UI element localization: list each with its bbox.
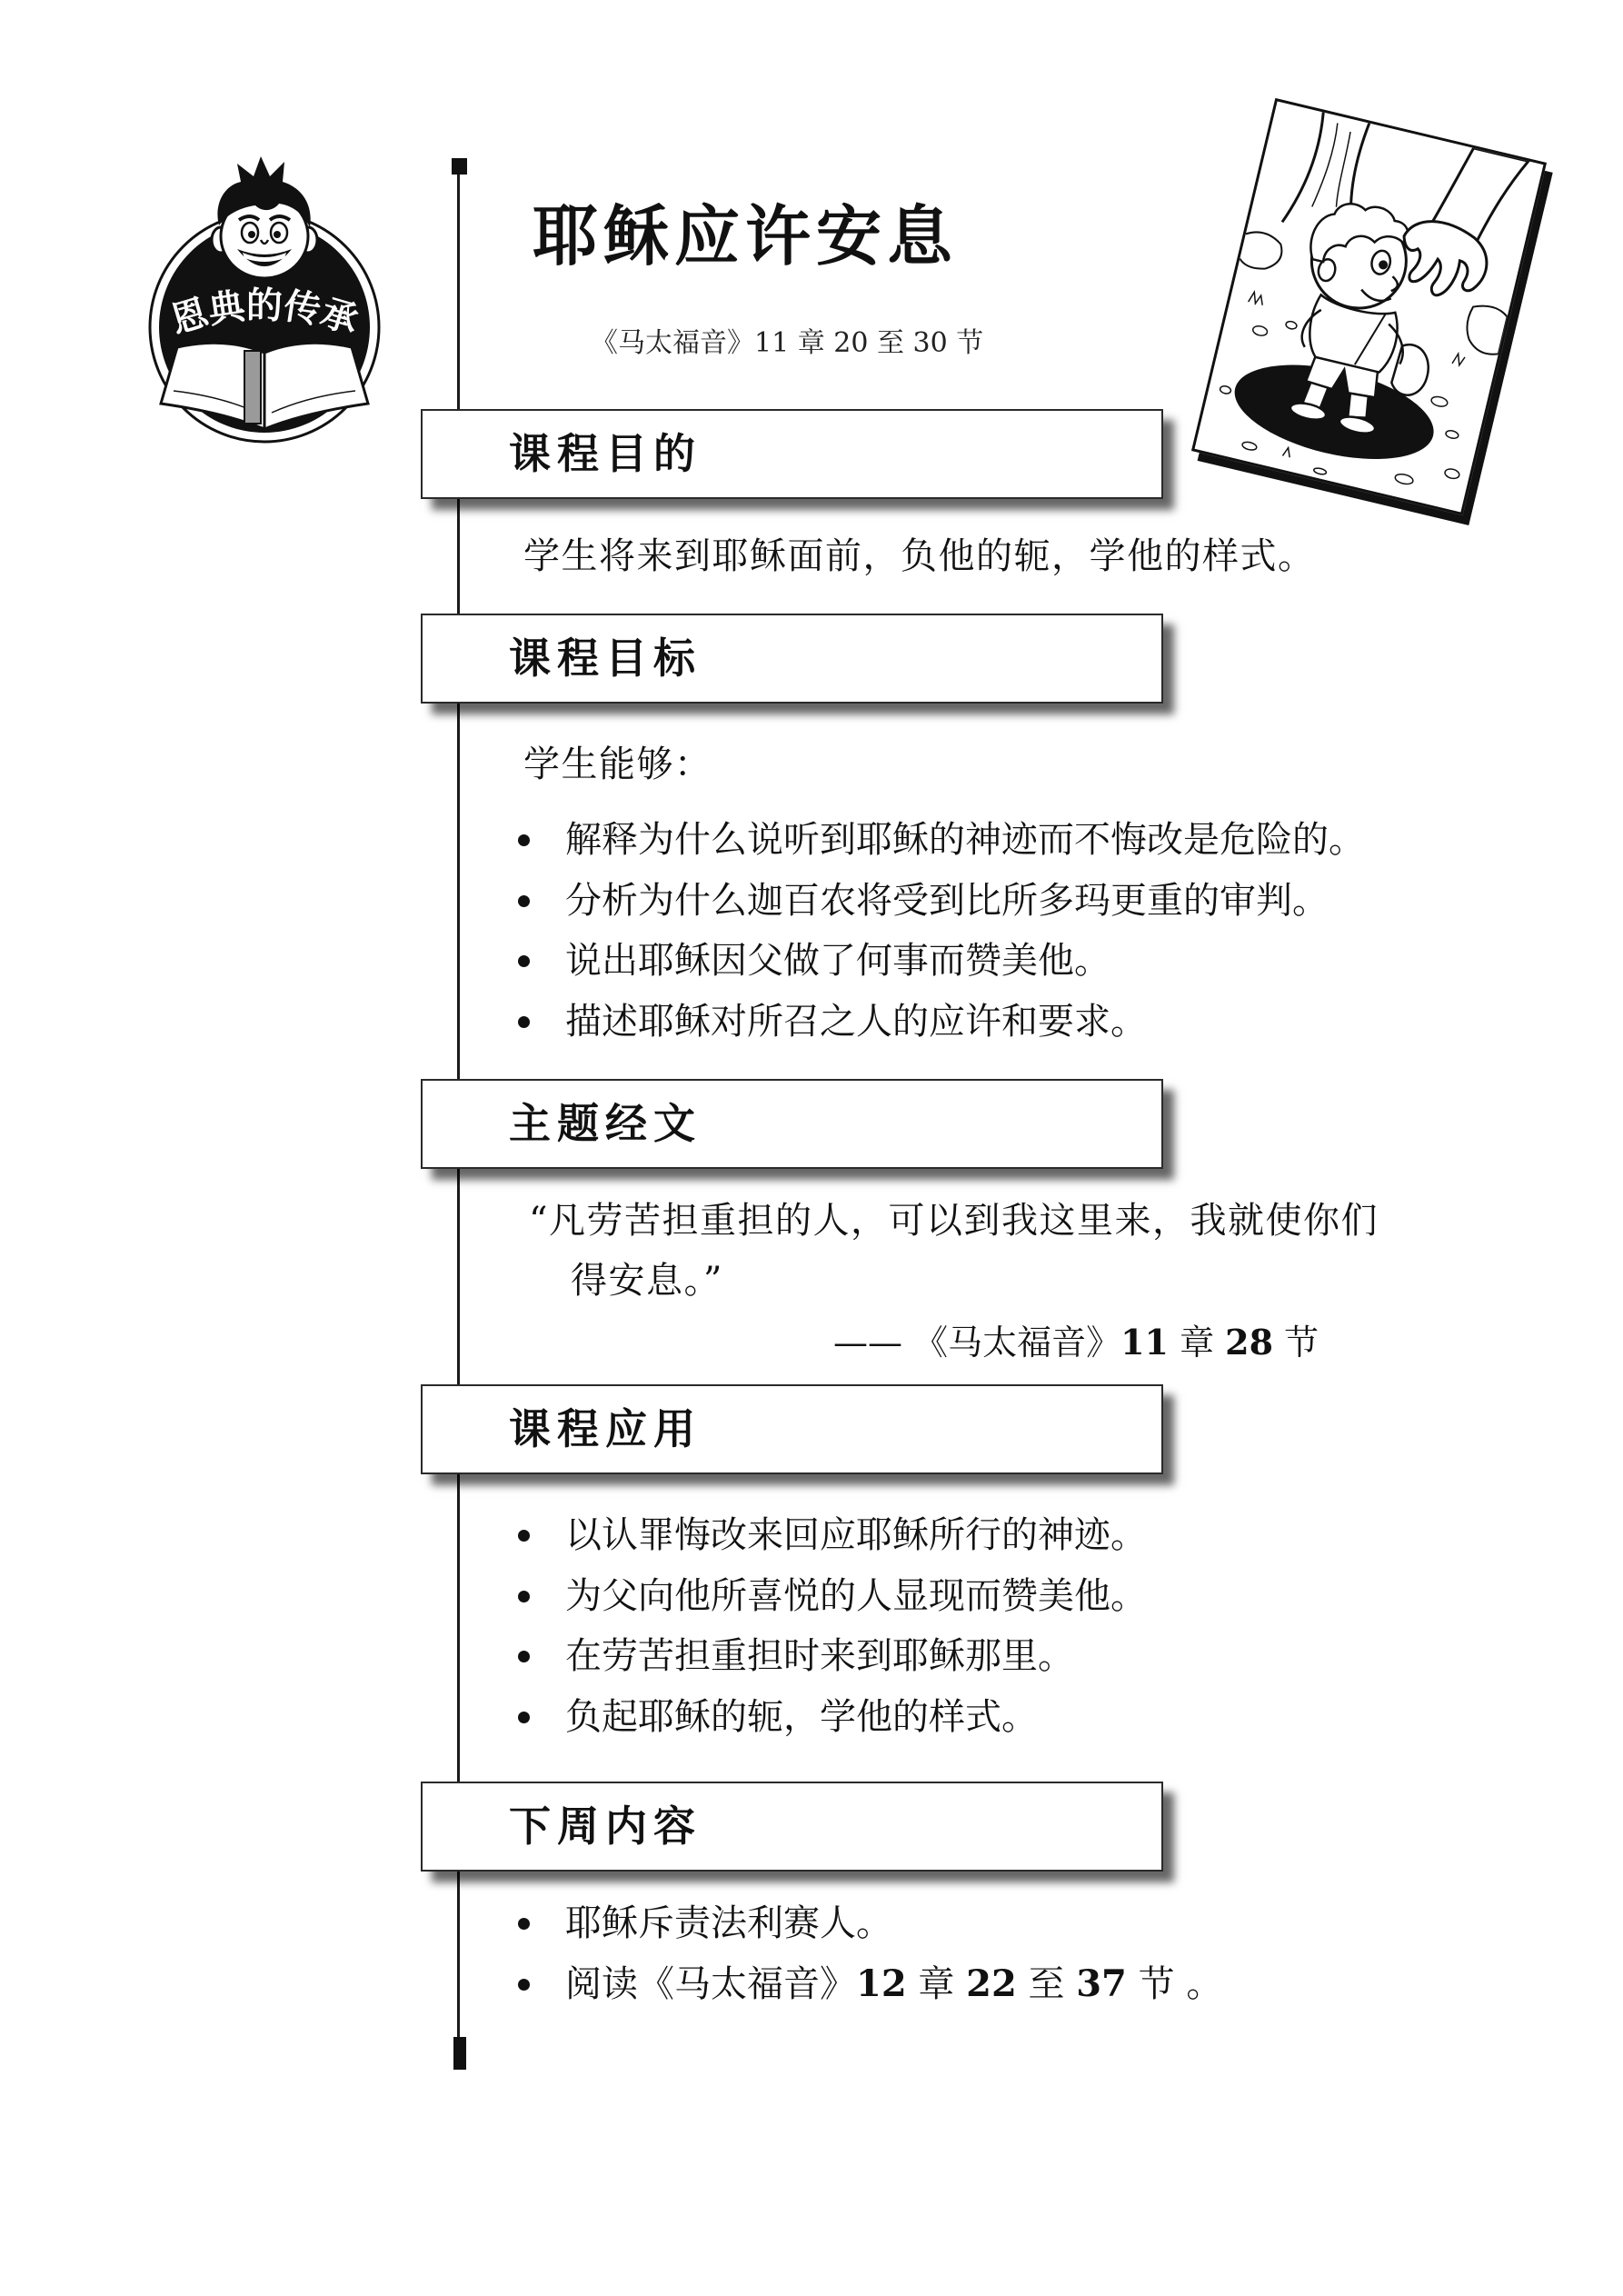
citation-verse: 28 (1225, 1322, 1274, 1363)
bullet-dot (518, 834, 530, 846)
section-heading-box-purpose (421, 409, 1163, 499)
reading-suffix: 节 。 (1126, 1962, 1223, 2005)
key-verse-line-2: 得安息。” (571, 1260, 723, 1302)
bullet-dot (518, 1712, 530, 1723)
reading-verse-end: 37 (1076, 1962, 1127, 2005)
list-item (509, 818, 1365, 879)
bullet-dot (518, 1979, 530, 1991)
logo-left-pupil (248, 231, 255, 238)
bullet-dot (518, 1651, 530, 1662)
list-item (509, 1513, 1147, 1574)
reading-chapter: 12 (856, 1962, 907, 2005)
scripture-reference: 《马太福音》11 章 20 至 30 节 (591, 327, 984, 359)
application-text: 在劳苦担重担时来到耶稣那里。 (565, 1635, 1074, 1677)
key-verse-line-1: “凡劳苦担重担的人，可以到我这里来，我就使你们 (529, 1200, 1379, 1242)
bullet-dot (518, 1591, 530, 1602)
lesson-illustration (1191, 98, 1547, 515)
list-item (509, 1000, 1365, 1061)
timeline-top-cap (452, 158, 467, 175)
objective-text: 说出耶稣因父做了何事而赞美他。 (565, 940, 1110, 982)
logo-bookmark-ribbon (244, 351, 261, 424)
next-week-text: 耶稣斥责法利赛人。 (565, 1902, 892, 1944)
list-item (509, 1962, 1222, 2024)
list-item (509, 879, 1365, 940)
bullet-dot (518, 895, 530, 907)
bullet-dot (518, 1918, 530, 1930)
illustration-art (1195, 101, 1544, 512)
section-heading-next-week: 下周内容 (509, 1802, 702, 1851)
reading-chapter-word: 章 (906, 1962, 967, 2005)
objective-text: 解释为什么说听到耶稣的神迹而不悔改是危险的。 (565, 819, 1365, 861)
timeline-bottom-cap (453, 2037, 466, 2070)
purpose-text: 学生将来到耶稣面前，负他的轭，学他的样式。 (523, 535, 1316, 577)
bullet-dot (518, 1530, 530, 1542)
application-text: 负起耶稣的轭，学他的样式。 (565, 1695, 1038, 1738)
series-logo (143, 153, 388, 448)
key-verse-citation (833, 1321, 1319, 1364)
next-week-list (509, 1902, 1222, 2024)
section-heading-key-verse: 主题经文 (509, 1099, 702, 1148)
adult-arm-and-hand (1392, 137, 1528, 309)
bullet-dot (518, 1016, 530, 1028)
lesson-title: 耶稣应许安息 (533, 197, 959, 275)
reading-range-word: 至 (1016, 1962, 1077, 2005)
application-list (509, 1513, 1147, 1755)
section-heading-objectives: 课程目标 (509, 634, 702, 683)
section-heading-application: 课程应用 (509, 1404, 702, 1453)
section-heading-box-next-week (421, 1782, 1163, 1872)
objective-text: 分析为什么迦百农将受到比所多玛更重的审判。 (565, 879, 1329, 922)
objectives-intro: 学生能够： (523, 744, 712, 785)
section-heading-box-application (421, 1384, 1163, 1474)
bullet-dot (518, 955, 530, 967)
section-heading-box-objectives (421, 614, 1163, 704)
list-item (509, 1574, 1147, 1635)
citation-verse-word: 节 (1273, 1323, 1319, 1363)
list-item (509, 1695, 1147, 1756)
citation-chapter-word: 章 (1168, 1323, 1226, 1363)
objectives-list (509, 818, 1365, 1060)
child-bag (1389, 342, 1433, 398)
citation-chapter: 11 (1120, 1322, 1169, 1363)
section-heading-purpose: 课程目的 (509, 429, 702, 478)
application-text: 为父向他所喜悦的人显现而赞美他。 (565, 1574, 1147, 1617)
list-item (509, 939, 1365, 1000)
logo-boy-face (212, 156, 317, 278)
list-item (509, 1902, 1222, 1962)
logo-wordmark-text: 恩典的传承 (165, 285, 363, 343)
reading-book: 阅读《马太福音》 (565, 1962, 856, 2005)
list-item (509, 1634, 1147, 1695)
objective-text: 描述耶稣对所召之人的应许和要求。 (565, 1000, 1147, 1043)
reading-verse-start: 22 (966, 1962, 1017, 2005)
section-heading-box-key-verse (421, 1079, 1163, 1169)
logo-right-pupil (274, 231, 281, 238)
application-text: 以认罪悔改来回应耶稣所行的神迹。 (565, 1514, 1147, 1556)
citation-book: —— 《马太福音》 (833, 1323, 1121, 1363)
